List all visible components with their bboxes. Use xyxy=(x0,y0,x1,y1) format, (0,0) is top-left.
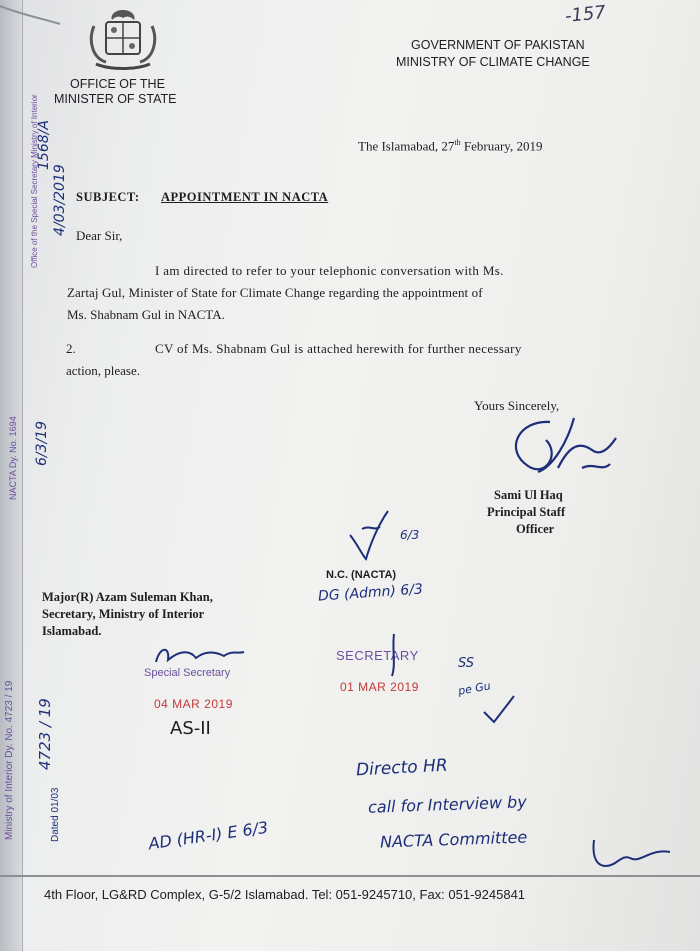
note-nacta-committee: NACTA Committee xyxy=(379,827,528,852)
director-hr-signature xyxy=(586,836,676,876)
secretary-stamp: SECRETARY xyxy=(336,648,419,663)
nacta-diary-date: 6/3/19 xyxy=(34,420,50,466)
side-diary-stamp-label: Office of the Special Secretary Ministry of Interior xyxy=(30,94,39,268)
special-secretary-stamp: Special Secretary xyxy=(144,667,231,679)
office-line-2: MINISTER OF STATE xyxy=(54,92,177,106)
para2-line2: action, please. xyxy=(66,363,140,378)
recipient-line-3: Islamabad. xyxy=(42,624,102,638)
subject-label: SUBJECT: xyxy=(76,190,140,204)
tick-mark xyxy=(480,690,520,730)
additional-secretary-note: AS-II xyxy=(170,718,211,739)
signature-sami-ul-haq xyxy=(498,410,628,500)
interior-diary-number: 4723 / 19 xyxy=(36,698,54,770)
state-emblem-icon xyxy=(84,6,162,72)
secretary-note-1: SS xyxy=(458,656,475,671)
subject-text: APPOINTMENT IN NACTA xyxy=(161,190,329,204)
nacta-diary-stamp: NACTA Dy. No. 1694 xyxy=(8,416,18,500)
signer-name: Sami Ul Haq xyxy=(494,488,563,502)
interior-diary-date: Dated 01/03 xyxy=(50,787,61,842)
government-line: GOVERNMENT OF PAKISTAN xyxy=(411,38,585,52)
special-secretary-signature xyxy=(150,640,250,670)
closing: Yours Sincerely, xyxy=(474,398,560,413)
office-line-1: OFFICE OF THE xyxy=(70,77,165,91)
para2-number: 2. xyxy=(66,341,76,356)
para2-line1: CV of Ms. Shabnam Gul is attached herewith for further necessary xyxy=(155,341,522,356)
signer-title-1: Principal Staff xyxy=(487,505,566,519)
secretary-note-2: pe Gu xyxy=(457,679,492,698)
side-diary-date: 4/03/2019 xyxy=(52,164,68,236)
secretary-initial xyxy=(380,630,410,680)
recipient-line-1: Major(R) Azam Suleman Khan, xyxy=(42,590,213,604)
note-ad-hr: AD (HR-I) E 6/3 xyxy=(147,817,270,854)
side-diary-number: 1568/A xyxy=(36,120,52,170)
para1-line1: I am directed to refer to your telephonic conversation with Ms. xyxy=(155,263,504,278)
secretary-stamp-date: 01 MAR 2019 xyxy=(340,680,419,694)
para1-line2: Zartaj Gul, Minister of State for Climate Change regarding the appointment of xyxy=(67,285,483,300)
dg-admin-note: DG (Admn) 6/3 xyxy=(317,581,424,605)
salutation: Dear Sir, xyxy=(76,228,123,243)
ministry-line: MINISTRY OF CLIMATE CHANGE xyxy=(396,55,590,69)
recipient-line-2: Secretary, Ministry of Interior xyxy=(42,607,205,621)
note-call-interview: call for Interview by xyxy=(367,792,528,817)
footer-address: 4th Floor, LG&RD Complex, G-5/2 Islamabad. Tel: 051-9245710, Fax: 051-9245841 xyxy=(44,887,526,902)
page-number-mark: -157 xyxy=(564,1,607,28)
signer-title-2: Officer xyxy=(516,522,555,536)
special-secretary-date: 04 MAR 2019 xyxy=(154,697,233,711)
initial-note: 6/3 xyxy=(400,528,420,542)
letter-date: The Islamabad, 27th February, 2019 xyxy=(358,138,543,154)
nc-nacta-label: N.C. (NACTA) xyxy=(326,569,397,581)
note-directo-hr: Directo HR xyxy=(355,755,449,781)
interior-diary-stamp: Ministry of Interior Dy. No. 4723 / 19 xyxy=(4,680,15,840)
para1-line3: Ms. Shabnam Gul in NACTA. xyxy=(67,307,225,322)
